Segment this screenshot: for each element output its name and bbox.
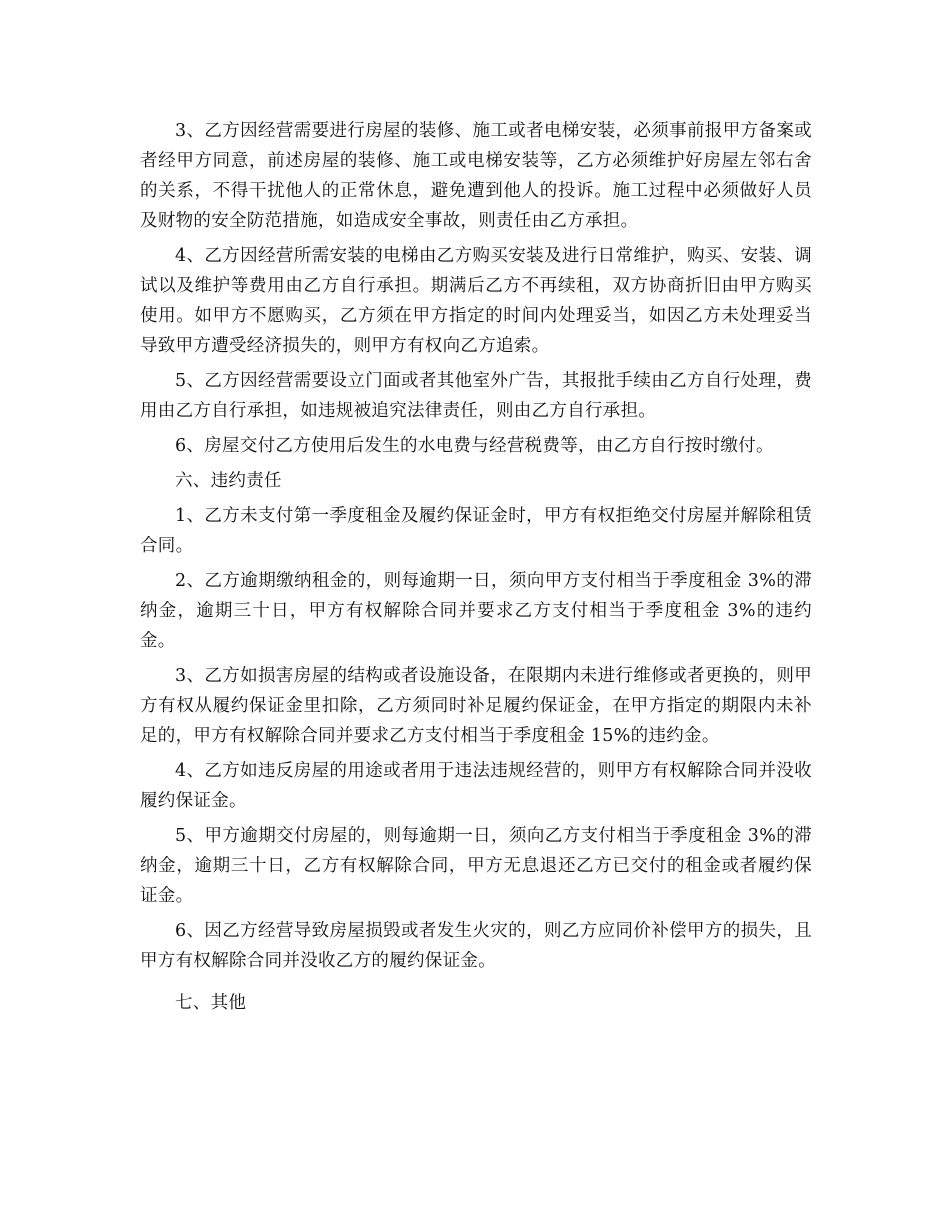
breach-clause-4: 4、乙方如违反房屋的用途或者用于违法违规经营的，则甲方有权解除合同并没收履约保证金。 (140, 761, 812, 811)
breach-clause-5: 5、甲方逾期交付房屋的，则每逾期一日，须向乙方支付相当于季度租金 3%的滞纳金，逾期三十日，乙方有权解除合同，甲方无息退还乙方已交付的租金或者履约保证金。 (140, 826, 812, 906)
section-heading-other: 七、其他 (175, 993, 247, 1013)
breach-clause-3: 3、乙方如损害房屋的结构或者设施设备，在限期内未进行维修或者更换的，则甲方有权从履约保证金里扣除，乙方须同时补足履约保证金，在甲方指定的期限内未补足的，甲方有权解除合同并要求乙方支付相当于季度租金 15%的违约金。 (140, 666, 812, 746)
clause-3-renovation: 3、乙方因经营需要进行房屋的装修、施工或者电梯安装，必须事前报甲方备案或者经甲方同意，前述房屋的装修、施工或电梯安装等，乙方必须维护好房屋左邻右舍的关系，不得干扰他人的正常休息，避免遭到他人的投诉。施工过程中必须做好人员及财物的安全防范措施，如造成安全事故，则责任由乙方承担。 (140, 121, 812, 231)
breach-clause-2: 2、乙方逾期缴纳租金的，则每逾期一日，须向甲方支付相当于季度租金 3%的滞纳金，逾期三十日，甲方有权解除合同并要求乙方支付相当于季度租金 3%的违约金。 (140, 571, 812, 651)
breach-clause-1: 1、乙方未支付第一季度租金及履约保证金时，甲方有权拒绝交付房屋并解除租赁合同。 (140, 506, 812, 556)
clause-5-advertising: 5、乙方因经营需要设立门面或者其他室外广告，其报批手续由乙方自行处理，费用由乙方自行承担，如违规被追究法律责任，则由乙方自行承担。 (140, 371, 812, 421)
document-body (140, 116, 812, 1023)
section-heading-breach: 六、违约责任 (175, 471, 282, 491)
clause-6-utilities: 6、房屋交付乙方使用后发生的水电费与经营税费等，由乙方自行按时缴付。 (175, 436, 774, 456)
breach-clause-6: 6、因乙方经营导致房屋损毁或者发生火灾的，则乙方应同价补偿甲方的损失，且甲方有权解除合同并没收乙方的履约保证金。 (140, 921, 812, 971)
clause-4-elevator: 4、乙方因经营所需安装的电梯由乙方购买安装及进行日常维护，购买、安装、调试以及维护等费用由乙方自行承担。期满后乙方不再续租，双方协商折旧由甲方购买使用。如甲方不愿购买，乙方须在甲方指定的时间内处理妥当，如因乙方未处理妥当导致甲方遭受经济损失的，则甲方有权向乙方追索。 (140, 246, 812, 356)
